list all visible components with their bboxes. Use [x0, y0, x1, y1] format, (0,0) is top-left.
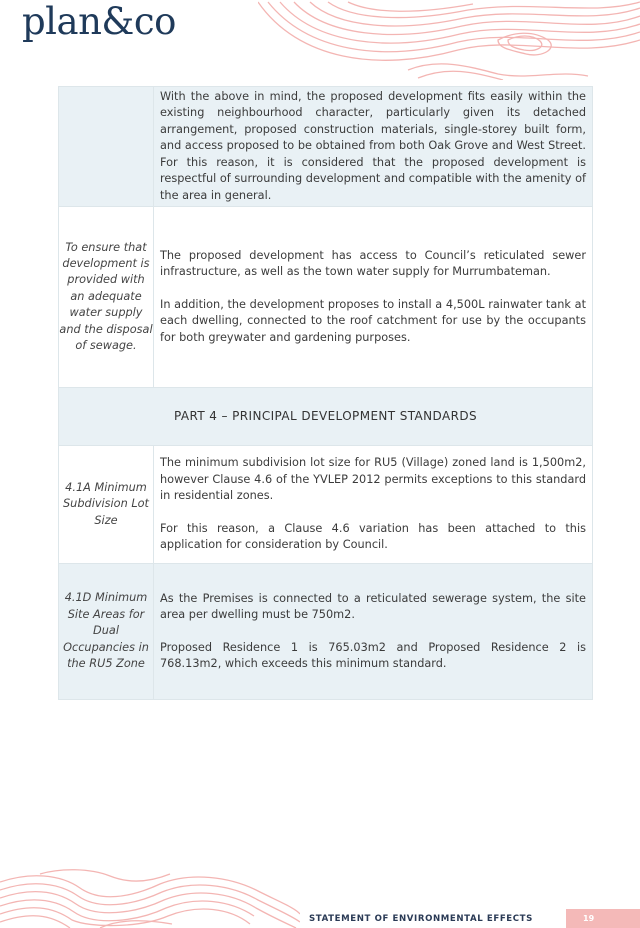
section-heading-row — [59, 388, 593, 446]
topographic-pattern-top — [258, 0, 640, 80]
row-paragraph: The minimum subdivision lot size for RU5 (Village) zoned land is 1,500m2, however Clause 4.6 of the YVLEP 2012 permits exceptions to this standard in residential zones. — [160, 456, 586, 503]
row-label: To ensure that development is provided with an adequate water supply and the disposal of sewage. — [59, 207, 154, 388]
row-paragraph: The proposed development has access to Council’s reticulated sewer infrastructure, as well as the town water supply for Murrumbateman. — [160, 248, 586, 279]
topographic-pattern-bottom — [0, 868, 300, 928]
row-paragraph: With the above in mind, the proposed development fits easily within the existing neighbourhood character, particularly given its detached arrangement, proposed construction materials, single-storey built form, and access proposed to be obtained from both Oak Grove and West Street. For this reason, it is considered that the proposed development is respectful of surrounding development and compatible with the amenity of the area in general. — [160, 90, 586, 202]
table-row — [59, 446, 593, 564]
assessment-table — [58, 86, 593, 700]
table-row — [59, 207, 593, 388]
row-content — [154, 564, 593, 700]
table-row — [59, 87, 593, 207]
section-heading: PART 4 – PRINCIPAL DEVELOPMENT STANDARDS — [59, 388, 593, 446]
row-label — [59, 87, 154, 207]
row-label: 4.1D Minimum Site Areas for Dual Occupancies in the RU5 Zone — [59, 564, 154, 700]
row-content — [154, 207, 593, 388]
row-paragraph: In addition, the development proposes to install a 4,500L rainwater tank at each dwelling, connected to the roof catchment for use by the occupants for both greywater and gardening purposes. — [160, 297, 586, 344]
row-label: 4.1A Minimum Subdivision Lot Size — [59, 446, 154, 564]
table-row — [59, 564, 593, 700]
plan-and-co-logo: plan&co — [22, 0, 176, 43]
row-content — [154, 446, 593, 564]
row-content — [154, 87, 593, 207]
row-paragraph: For this reason, a Clause 4.6 variation has been attached to this application for consideration by Council. — [160, 521, 586, 552]
page-number: 19 — [583, 914, 595, 923]
row-paragraph: As the Premises is connected to a reticulated sewerage system, the site area per dwelling must be 750m2. — [160, 591, 586, 622]
page-number-badge — [566, 909, 640, 928]
footer-document-title: STATEMENT OF ENVIRONMENTAL EFFECTS — [309, 914, 533, 924]
row-paragraph: Proposed Residence 1 is 765.03m2 and Proposed Residence 2 is 768.13m2, which exceeds this minimum standard. — [160, 640, 586, 670]
